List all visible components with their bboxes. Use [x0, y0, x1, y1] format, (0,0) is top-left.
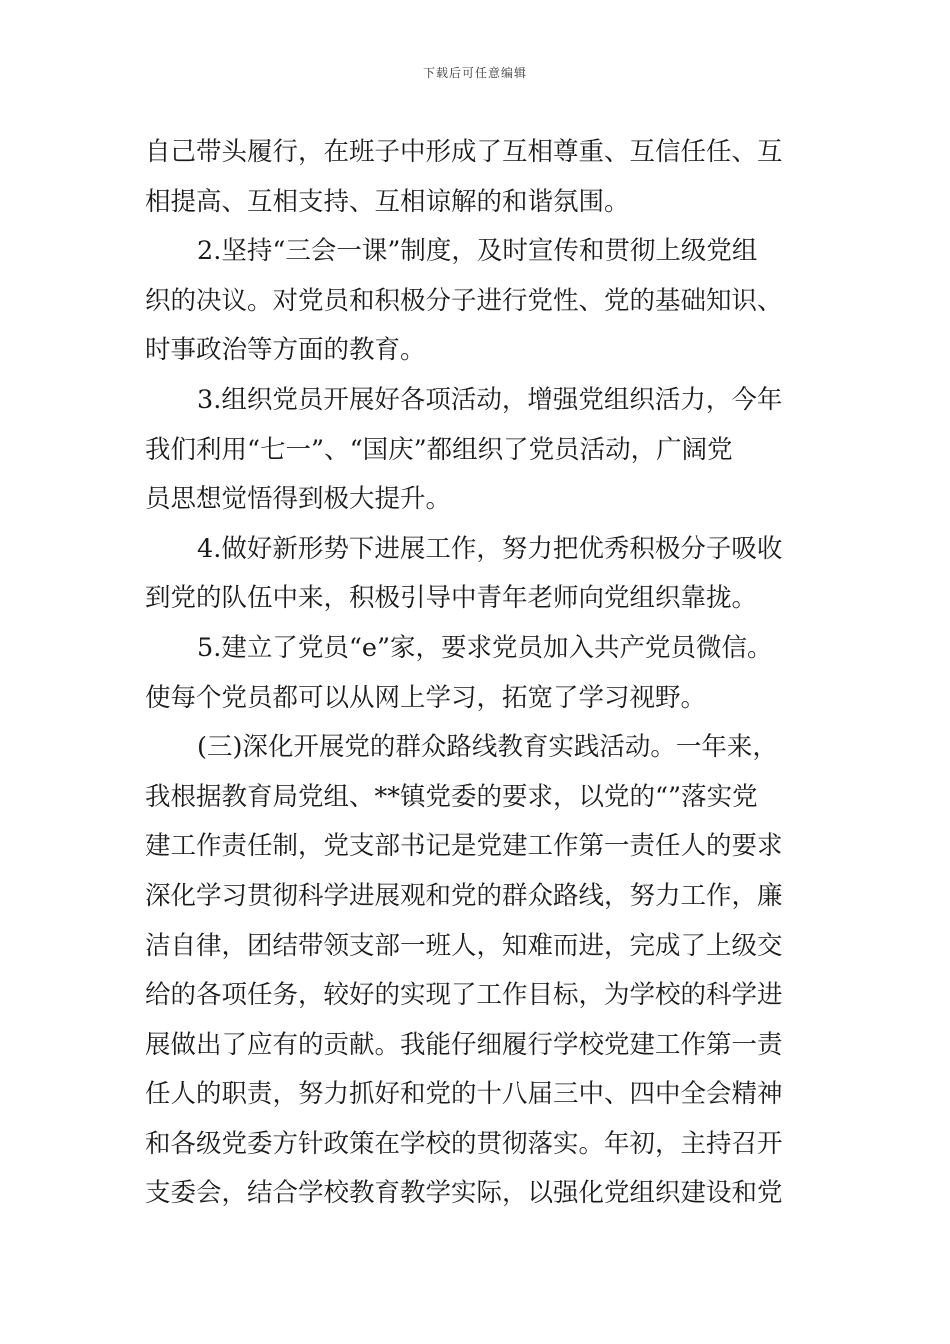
text-line: 给的各项任务，较好的实现了工作目标，为学校的科学进	[145, 980, 783, 1011]
text-line: 织的决议。对党员和积极分子进行党性、党的基础知识、	[145, 285, 783, 316]
text-line: 我们利用“七一”、“国庆”都组织了党员活动，广阔党	[145, 434, 733, 465]
page-header-note: 下载后可任意编辑	[422, 66, 527, 80]
text-line: 时事政治等方面的教育。	[145, 335, 426, 366]
text-line: 相提高、互相支持、互相谅解的和谐氛围。	[145, 186, 630, 217]
text-line: 自己带头履行，在班子中形成了互相尊重、互信任任、互	[145, 137, 783, 167]
document-body	[145, 128, 811, 1219]
text-line: 展做出了应有的贡献。我能仔细履行学校党建工作第一责	[145, 1029, 783, 1060]
text-line: 使每个党员都可以从网上学习，拓宽了学习视野。	[145, 682, 707, 713]
text-line: 建工作责任制，党支部书记是党建工作第一责任人的要求	[145, 831, 783, 862]
text-line: 任人的职责，努力抓好和党的十八届三中、四中全会精神	[145, 1079, 783, 1110]
text-line: 5.建立了党员“e”家，要求党员加入共产党员微信。	[197, 632, 773, 663]
text-line: 和各级党委方针政策在学校的贯彻落实。年初，主持召开	[145, 1128, 783, 1159]
text-line: (三)深化开展党的群众路线教育实践活动。一年来，	[197, 732, 778, 763]
text-line: 我根据教育局党组、**镇党委的要求，以党的“”落实党	[145, 781, 758, 812]
text-line: 到党的队伍中来，积极引导中青年老师向党组织靠拢。	[145, 583, 758, 614]
text-line: 洁自律，团结带领支部一班人，知难而进，完成了上级交	[145, 930, 783, 961]
text-line: 深化学习贯彻科学进展观和党的群众路线，努力工作，廉	[145, 880, 783, 911]
text-line: 4.做好新形势下进展工作，努力把优秀积极分子吸收	[197, 533, 783, 564]
text-line: 2.坚持“三会一课”制度，及时宣传和贯彻上级党组	[197, 236, 758, 267]
text-line: 支委会，结合学校教育教学实际，以强化党组织建设和党	[145, 1178, 783, 1209]
text-line: 员思想觉悟得到极大提升。	[145, 484, 452, 515]
text-line: 3.组织党员开展好各项活动，增强党组织活力，今年	[197, 384, 783, 415]
